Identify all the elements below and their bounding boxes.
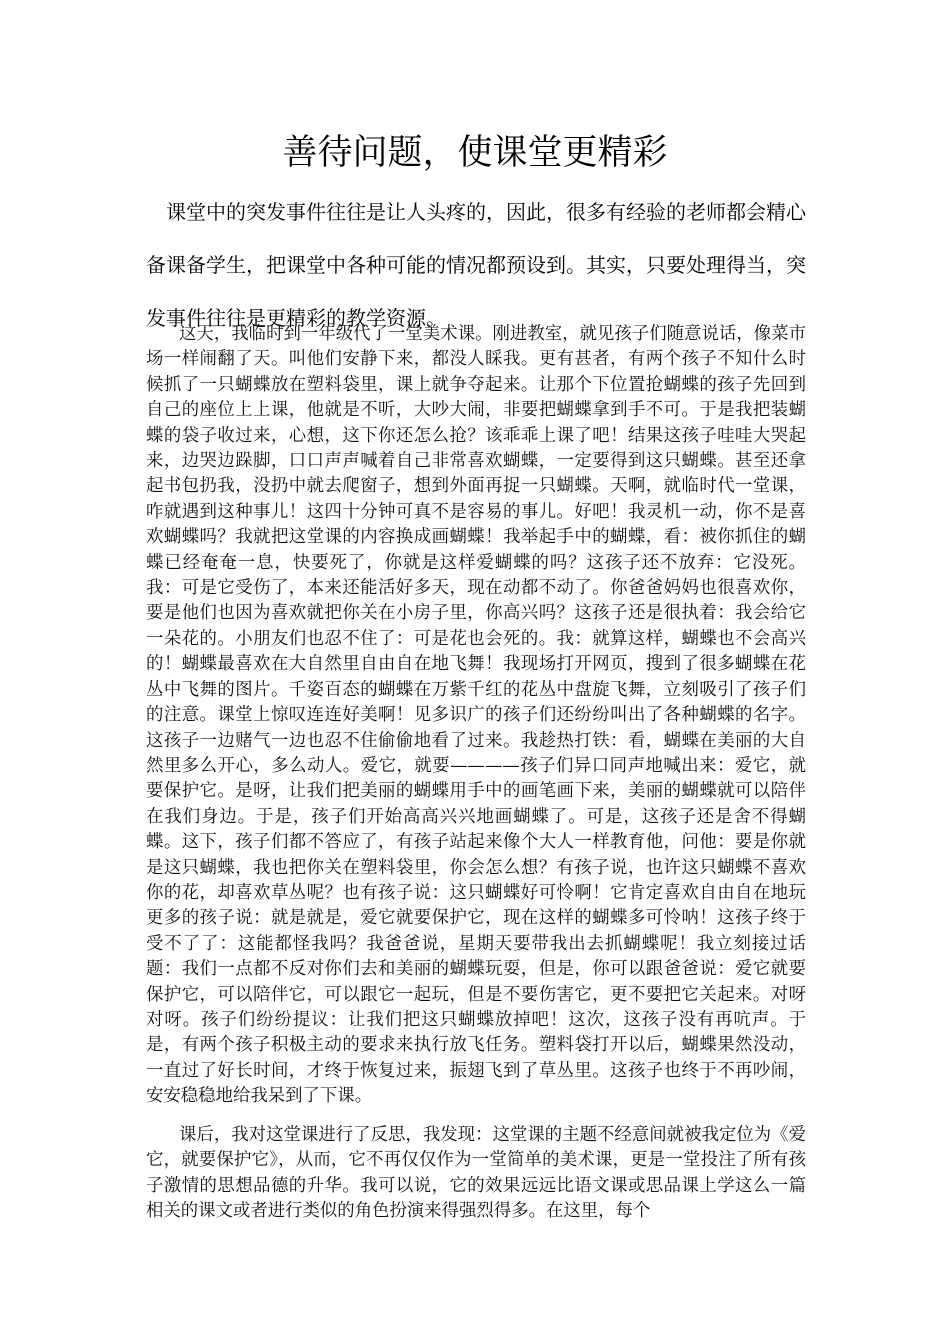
body-paragraph: 课后，我对这堂课进行了反思，我发现：这堂课的主题不经意间就被我定位为《爱它，就要保护它》，从而，它不再仅仅作为一堂简单的美术课，更是一堂投注了所有孩子激情的思想品德的升华。我可以说，它的效果远远比语文课或思品课上学这么一篇相关的课文或者进行类似的角色扮演来得强烈得多。在这里，每个 <box>146 1125 806 1222</box>
body-paragraph: 这天，我临时到一年级代了一堂美术课。刚进教室，就见孩子们随意说话，像菜市场一样闹翻了天。叫他们安静下来，都没人睬我。更有甚者，有两个孩子不知什么时候抓了一只蝴蝶放在塑料袋里，课上就争夺起来。让那个下位置抢蝴蝶的孩子先回到自己的座位上上课，他就是不听，大吵大闹，非要把蝴蝶拿到手不可。于是我把装蝴蝶的袋子收过来，心想，这下你还怎么抢？该乖乖上课了吧！结果这孩子哇哇大哭起来，边哭边跺脚，口口声声喊着自己非常喜欢蝴蝶，一定要得到这只蝴蝶。甚至还拿起书包扔我，没扔中就去爬窗子，想到外面再捉一只蝴蝶。天啊，就临时代一堂课，咋就遇到这种事儿！这四十分钟可真不是容易的事儿。好吧！我灵机一动，你不是喜欢蝴蝶吗？我就把这堂课的内容换成画蝴蝶！我举起手中的蝴蝶，看：被你抓住的蝴蝶已经奄奄一息，快要死了，你就是这样爱蝴蝶的吗？这孩子还不放弃：它没死。我：可是它受伤了，本来还能活好多天，现在动都不动了。你爸爸妈妈也很喜欢你，要是他们也因为喜欢就把你关在小房子里，你高兴吗？这孩子还是很执着：我会给它一朵花的。小朋友们也忍不住了：可是花也会死的。我：就算这样，蝴蝶也不会高兴的！蝴蝶最喜欢在大自然里自由自在地飞舞！我现场打开网页，搜到了很多蝴蝶在花丛中飞舞的图片。千姿百态的蝴蝶在万紫千红的花丛中盘旋飞舞，立刻吸引了孩子们的注意。课堂上惊叹连连好美啊！见多识广的孩子们还纷纷叫出了各种蝴蝶的名字。这孩子一边赌气一边也忍不住偷偷地看了过来。我趁热打铁：看，蝴蝶在美丽的大自然里多么开心，多么动人。爱它，就要————孩子们异口同声地喊出来：爱它，就要保护它。是呀，让我们把美丽的蝴蝶用手中的画笔画下来，美丽的蝴蝶就可以陪伴在我们身边。于是，孩子们开始高高兴兴地画蝴蝶了。可是，这孩子还是舍不得蝴蝶。这下，孩子们都不答应了，有孩子站起来像个大人一样教育他，问他：要是你就是这只蝴蝶，我也把你关在塑料袋里，你会怎么想？有孩子说，也许这只蝴蝶不喜欢你的花，却喜欢草丛呢？也有孩子说：这只蝴蝶好可怜啊！它肯定喜欢自由自在地玩更多的孩子说：就是就是，爱它就要保护它，现在这样的蝴蝶多可怜呐！这孩子终于受不了了：这能都怪我吗？我爸爸说，星期天要带我出去抓蝴蝶呢！我立刻接过话题：我们一点都不反对你们去和美丽的蝴蝶玩耍，但是，你可以跟爸爸说：爱它就要保护它，可以陪伴它，可以跟它一起玩，但是不要伤害它，更不要把它关起来。对呀对呀。孩子们纷纷提议：让我们把这只蝴蝶放掉吧！这次，这孩子没有再吭声。于是，有两个孩子积极主动的要求来执行放飞任务。塑料袋打开以后，蝴蝶果然没动，一直过了好长时间，才终于恢复过来，振翅飞到了草丛里。这孩子也终于不再吵闹，安安稳稳地给我呆到了下课。 <box>146 324 806 1107</box>
intro-paragraph: 课堂中的突发事件往往是让人头疼的，因此，很多有经验的老师都会精心备课备学生，把课堂中各种可能的情况都预设到。其实，只要处理得当，突发事件往往是更精彩的教学资源。 <box>146 200 806 330</box>
document-title: 善待问题，使课堂更精彩 <box>282 133 668 173</box>
